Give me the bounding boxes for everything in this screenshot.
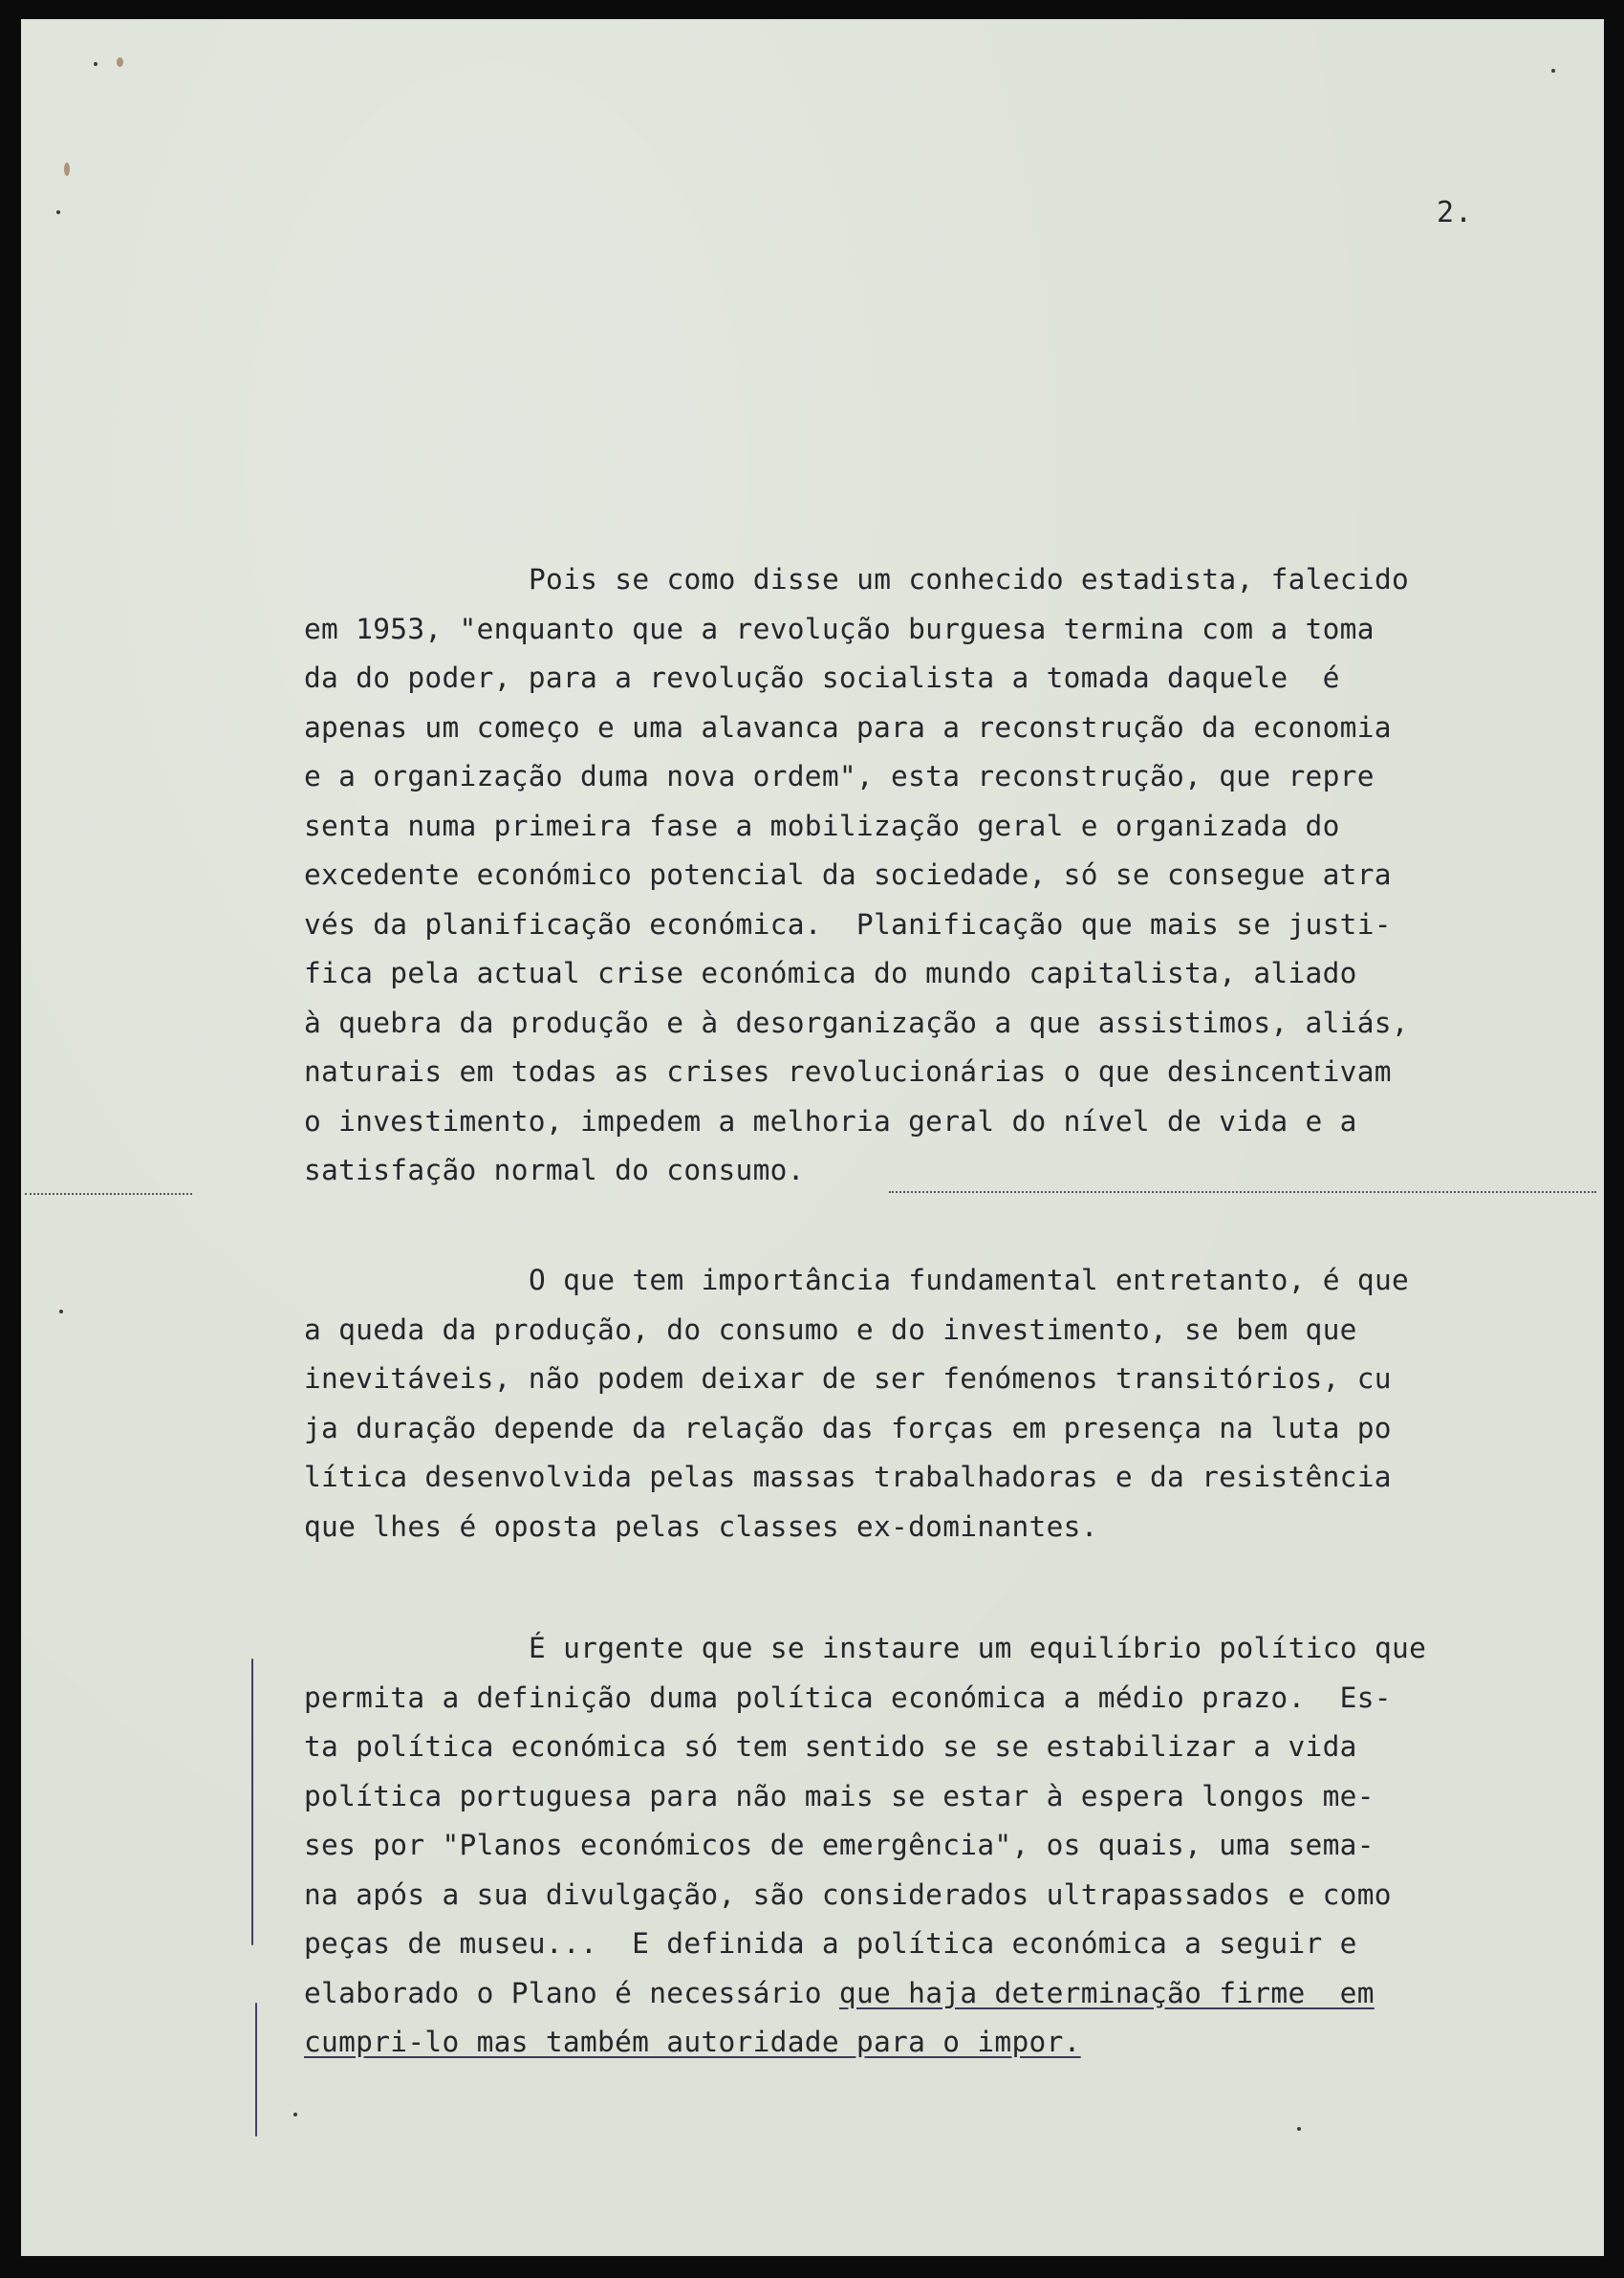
text-line: política portuguesa para não mais se estar à espera longos me-	[304, 1779, 1375, 1812]
paper-speck	[59, 1310, 63, 1313]
text-line: da do poder, para a revolução socialista a tomada daquele é	[304, 662, 1340, 694]
text-line: em 1953, "enquanto que a revolução burguesa termina com a toma	[304, 612, 1375, 645]
paper-speck	[1297, 2127, 1301, 2131]
text-segment: elaborado o Plano é necessário	[304, 1976, 839, 2009]
paper-speck	[56, 210, 60, 214]
page-number: 2.	[1437, 196, 1474, 229]
text-line: a queda da produção, do consumo e do investimento, se bem que	[304, 1313, 1357, 1346]
paper-speck	[94, 62, 97, 66]
underlined-text-line: cumpri-lo mas também autoridade para o impor.	[304, 2026, 1081, 2058]
underlined-text: que haja determinação firme em	[838, 1976, 1375, 2009]
text-line: à quebra da produção e à desorganização a que assistimos, aliás,	[304, 1006, 1409, 1039]
paragraph-2	[304, 1256, 1585, 1551]
text-line: É urgente que se instaure um equilíbrio político que	[529, 1632, 1427, 1664]
paper-speck	[293, 2113, 297, 2116]
paragraph-1	[304, 555, 1585, 1196]
text-line: ja duração depende da relação das forças em presença na luta po	[304, 1411, 1392, 1444]
text-line: excedente económico potencial da sociedade, só se consegue atra	[304, 858, 1392, 891]
text-line: senta numa primeira fase a mobilização geral e organizada do	[304, 809, 1340, 842]
text-line: O que tem importância fundamental entretanto, é que	[529, 1264, 1410, 1296]
text-line: satisfação normal do consumo.	[304, 1154, 805, 1186]
text-line: permita a definição duma política económica a médio prazo. Es-	[304, 1681, 1392, 1714]
text-line-mixed	[304, 1969, 1585, 2019]
margin-pencil-mark	[251, 1659, 253, 1945]
text-line: vés da planificação económica. Planificação que mais se justi-	[304, 907, 1392, 941]
margin-dotted-rule	[25, 1193, 192, 1195]
text-line: peças de museu... E definida a política económica a seguir e	[304, 1927, 1357, 1960]
text-line: inevitáveis, não podem deixar de ser fenómenos transitórios, cu	[304, 1362, 1392, 1395]
text-line: fica pela actual crise económica do mundo capitalista, aliado	[304, 957, 1357, 989]
text-line: naturais em todas as crises revolucionárias o que desincentivam	[304, 1055, 1392, 1088]
text-line: e a organização duma nova ordem", esta reconstrução, que repre	[304, 760, 1375, 792]
margin-pencil-mark	[255, 2003, 257, 2137]
ink-stain	[64, 163, 70, 176]
text-line: ses por "Planos económicos de emergência", os quais, uma sema-	[304, 1829, 1375, 1861]
text-line: o investimento, impedem a melhoria geral do nível de vida e a	[304, 1104, 1357, 1138]
text-line: apenas um começo e uma alavanca para a reconstrução da economia	[304, 710, 1392, 744]
text-line: que lhes é oposta pelas classes ex-dominantes.	[304, 1509, 1098, 1543]
paragraph-3	[304, 1624, 1585, 2068]
paper-speck	[1551, 69, 1555, 73]
text-line: Pois se como disse um conhecido estadista, falecido	[529, 563, 1410, 596]
text-line: ta política económica só tem sentido se se estabilizar a vida	[304, 1730, 1357, 1763]
ink-stain	[117, 57, 123, 67]
text-line: na após a sua divulgação, são considerados ultrapassados e como	[304, 1877, 1392, 1911]
text-line: lítica desenvolvida pelas massas trabalhadoras e da resistência	[304, 1461, 1392, 1493]
